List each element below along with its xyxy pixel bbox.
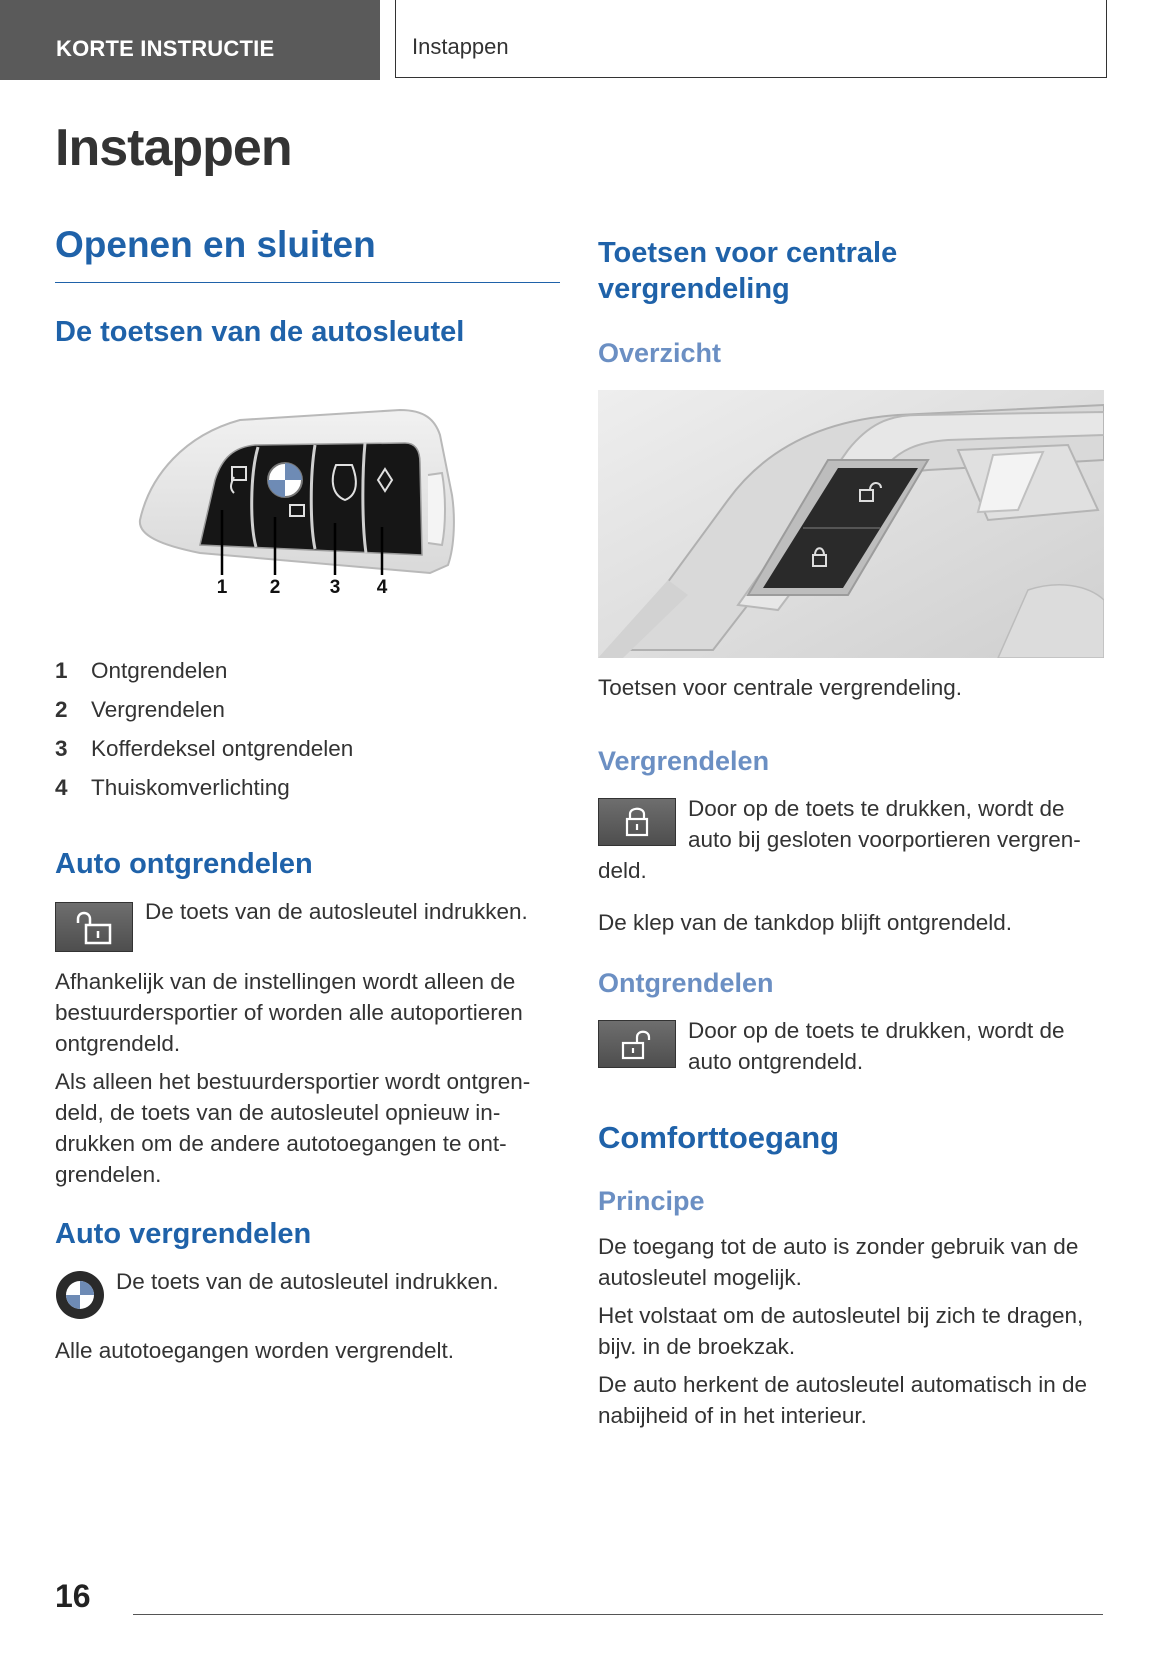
section-title-open-close: Openen en sluiten: [55, 224, 376, 265]
legend-item: 2 Vergrendelen: [55, 697, 225, 722]
heading-comfort-access: Comforttoegang: [598, 1120, 840, 1155]
heading-unlock: Ontgrendelen: [598, 968, 774, 998]
unlock-instruction: De toets van de autosleutel indrukken.: [145, 899, 528, 924]
heading-lock: Vergrendelen: [598, 746, 770, 776]
figure-caption: Toetsen voor centrale vergrendeling.: [598, 675, 962, 700]
header-chapter-label: Instappen: [412, 34, 509, 59]
figure-callout-4: 4: [376, 577, 388, 598]
heading-lock-car: Auto vergrendelen: [55, 1218, 312, 1250]
unlock-paragraph-1: Afhankelijk van de instellingen wordt alleen de bestuurdersportier of worden alle autoportieren ontgrendeld.: [55, 969, 523, 1056]
header-section-label: KORTE INSTRUCTIE: [56, 36, 275, 61]
figure-callout-2: 2: [269, 577, 281, 598]
figure-callout-3: 3: [329, 577, 341, 598]
lock-paragraph: Alle autotoegangen worden vergrendelt.: [55, 1338, 455, 1363]
heading-unlock-car: Auto ontgrendelen: [55, 848, 313, 880]
bmw-logo-icon: [55, 1270, 105, 1320]
unlock-button-icon: [598, 1020, 676, 1068]
unlock-paragraph-2: Als alleen het bestuurdersportier wordt ontgren- deld, de toets van de autosleutel opnieuw in- drukken om de andere autotoegangen te ont- grendelen.: [55, 1069, 531, 1187]
lock-text-continuation: deld.: [598, 858, 647, 883]
comfort-paragraph-3: De auto herkent de autosleutel automatisch in de nabijheid of in het interieur.: [598, 1372, 1088, 1428]
unlock-text-lines: Door op de toets te drukken, wordt de auto ontgrendeld.: [688, 1018, 1065, 1074]
header-section-tab: [0, 0, 380, 80]
figure-callout-1: 1: [216, 577, 228, 598]
heading-key-buttons: De toetsen van de autosleutel: [55, 316, 465, 348]
legend-item: 1 Ontgrendelen: [55, 658, 228, 683]
central-locking-door-illustration: [598, 390, 1104, 658]
lock-button-icon: [598, 798, 676, 846]
key-fob-illustration: [130, 405, 490, 630]
heading-overview: Overzicht: [598, 338, 722, 368]
section-rule: [55, 282, 560, 283]
lock-note: De klep van de tankdop blijft ontgrendeld.: [598, 910, 1013, 935]
header-chapter-tab: [395, 0, 1107, 78]
heading-principle: Principe: [598, 1186, 705, 1216]
comfort-paragraph-1: De toegang tot de auto is zonder gebruik van de autosleutel mogelijk.: [598, 1234, 1079, 1290]
page-number: 16: [55, 1578, 91, 1614]
lock-text-lines: Door op de toets te drukken, wordt de auto bij gesloten voorportieren vergren-: [688, 796, 1081, 852]
legend-list: [55, 655, 353, 811]
page-title: Instappen: [55, 119, 292, 177]
footer-rule: [133, 1614, 1103, 1615]
legend-item: 3 Kofferdeksel ontgrendelen: [55, 736, 354, 761]
heading-central-locking-buttons: Toetsen voor centrale vergrendeling: [598, 237, 898, 305]
unlock-key-button-icon: [55, 902, 133, 952]
comfort-paragraph-2: Het volstaat om de autosleutel bij zich te dragen, bijv. in de broekzak.: [598, 1303, 1084, 1359]
legend-item: 4 Thuiskomverlichting: [55, 775, 290, 800]
lock-instruction: De toets van de autosleutel indrukken.: [116, 1269, 499, 1294]
